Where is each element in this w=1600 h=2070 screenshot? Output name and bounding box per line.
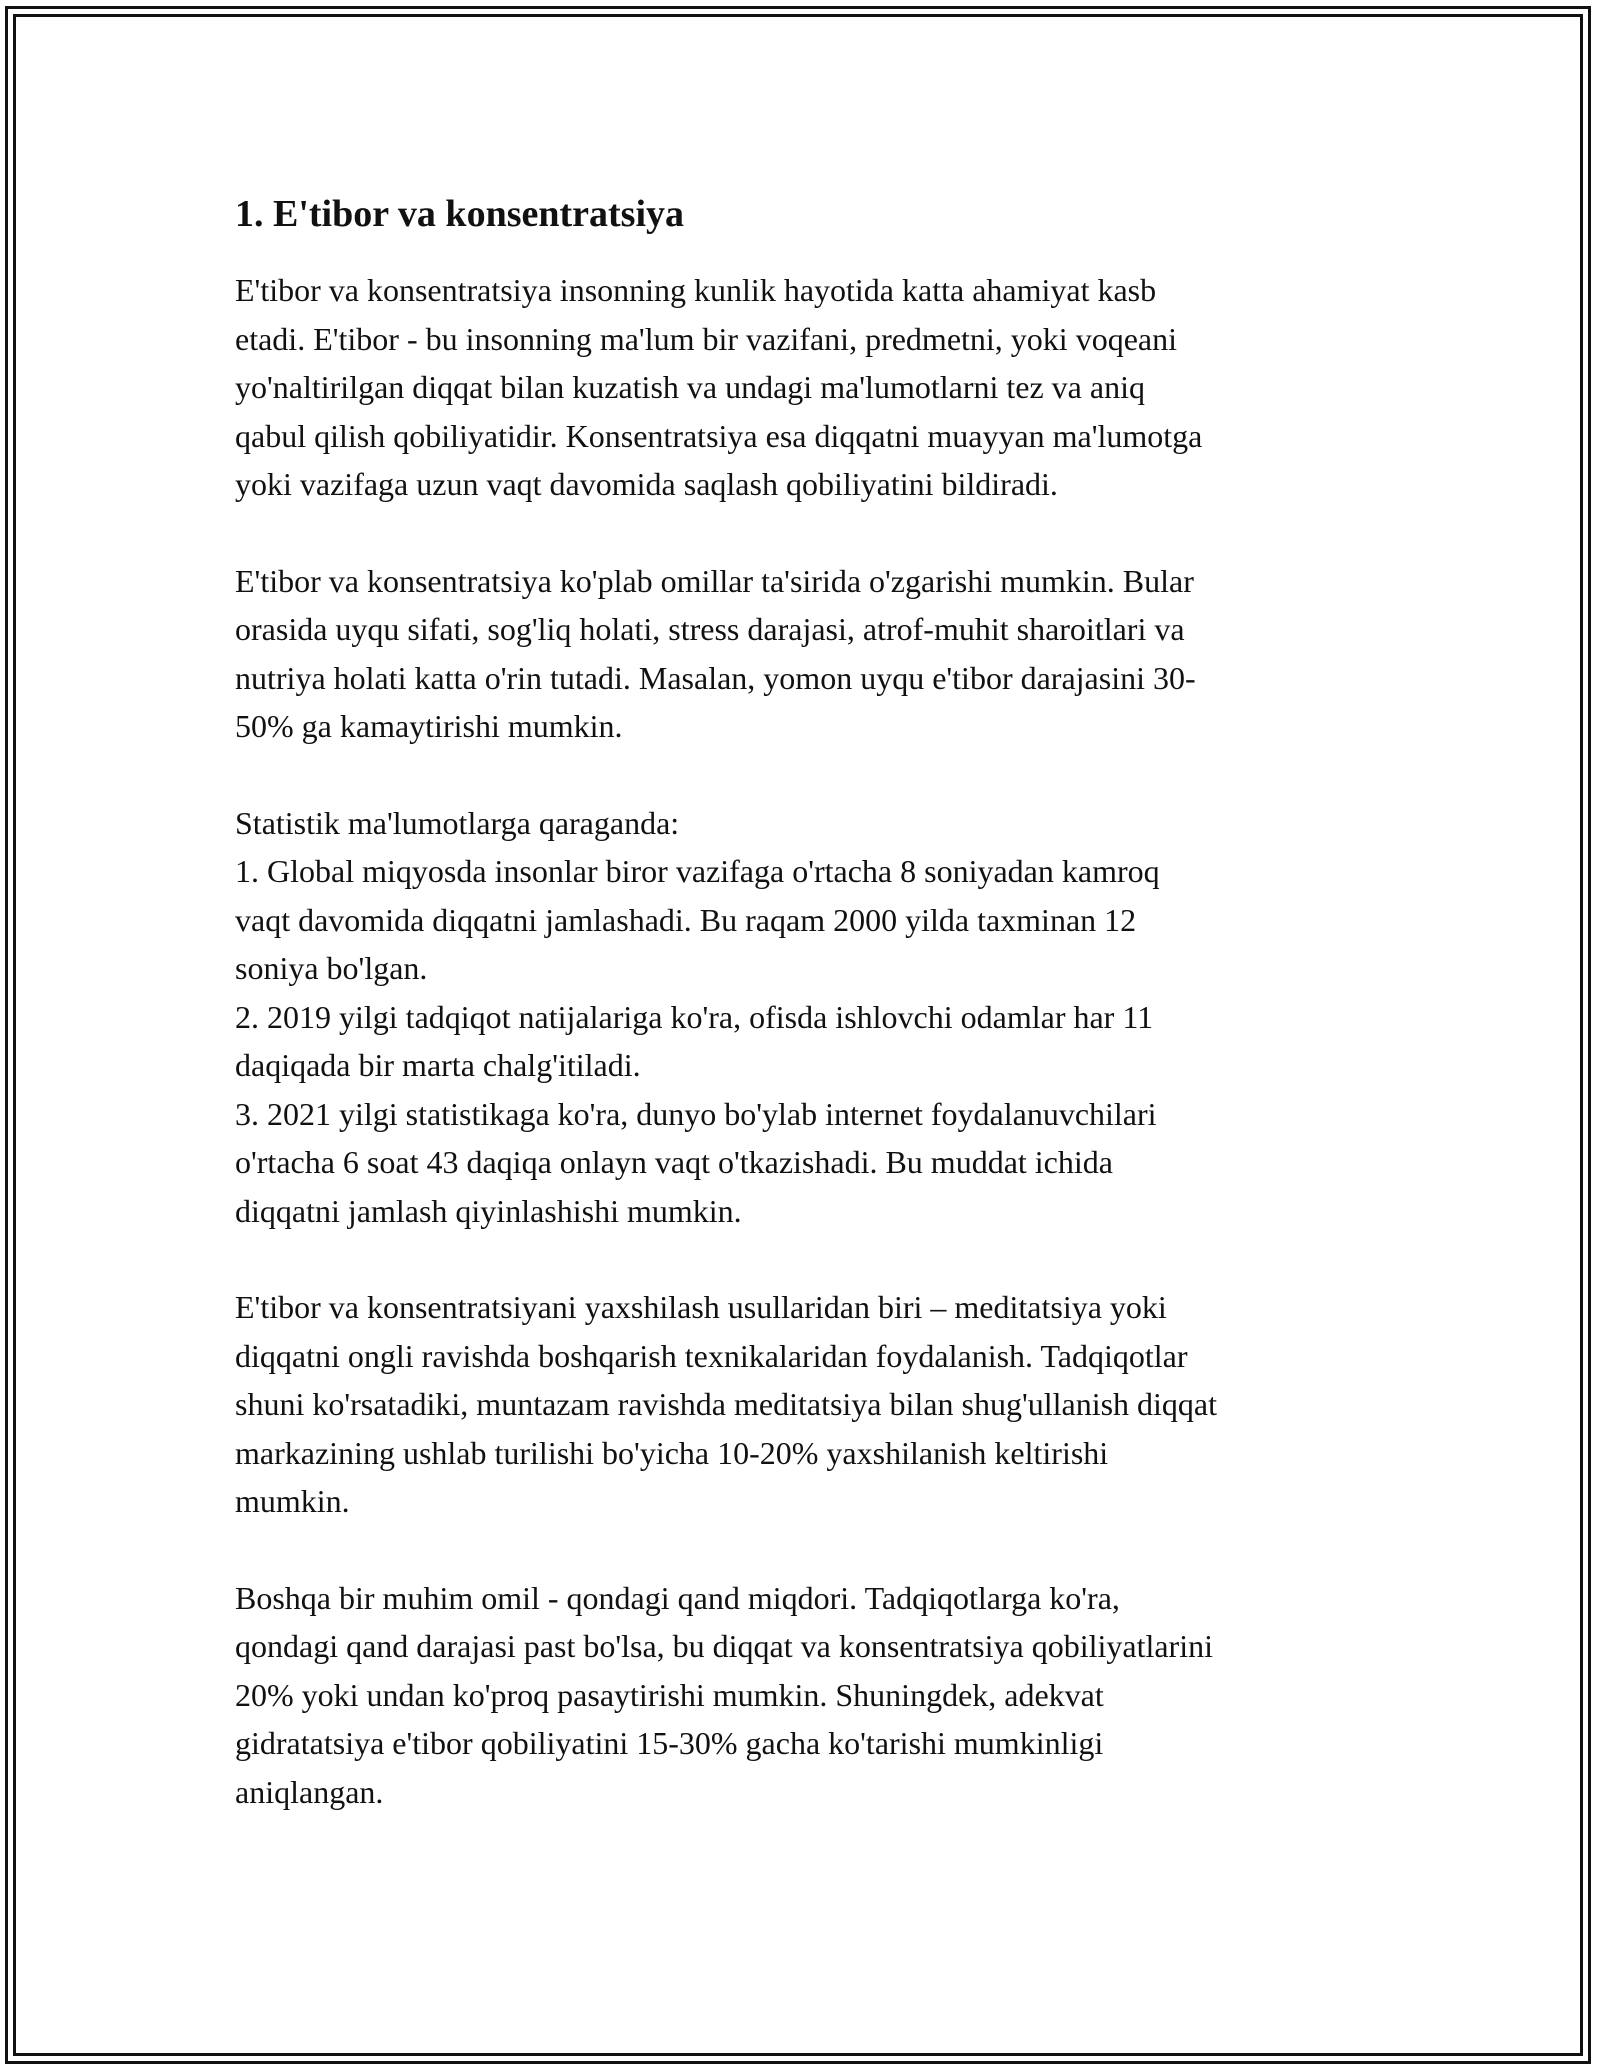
text-line: vaqt davomida diqqatni jamlashadi. Bu raqam 2000 yilda taxminan 12 — [235, 901, 1137, 938]
text-line: markazining ushlab turilishi bo'yicha 10-20% yaxshilanish keltirishi — [235, 1434, 1109, 1471]
list-item: 2. 2019 yilgi tadqiqot natijalariga ko'ra, ofisda ishlovchi odamlar har 11 — [235, 998, 1154, 1035]
text-line: 50% ga kamaytirishi mumkin. — [235, 708, 623, 744]
text-line: gidratatsiya e'tibor qobiliyatini 15-30% gacha ko'tarishi mumkinligi — [235, 1725, 1104, 1761]
text-line: Boshqa bir muhim omil - qondagi qand miqdori. Tadqiqotlarga ko'ra, — [235, 1579, 1120, 1616]
text-line: shuni ko'rsatadiki, muntazam ravishda meditatsiya bilan shug'ullanish diqqat — [235, 1386, 1218, 1422]
text-line: Statistik ma'lumotlarga qaraganda: — [235, 804, 680, 841]
text-line: daqiqada bir marta chalg'itiladi. — [235, 1047, 641, 1083]
text-line: orasida uyqu sifati, sog'liq holati, stress darajasi, atrof-muhit sharoitlari va — [235, 611, 1185, 647]
paragraph-meditation — [235, 1283, 1375, 1526]
text-line: yoki vazifaga uzun vaqt davomida saqlash qobiliyatini bildiradi. — [235, 466, 1058, 502]
text-line: diqqatni jamlash qiyinlashishi mumkin. — [235, 1192, 742, 1229]
text-line: E'tibor va konsentratsiya insonning kunlik hayotida katta ahamiyat kasb — [235, 272, 1157, 308]
text-line: aniqlangan. — [235, 1773, 384, 1810]
text-line: qabul qilish qobiliyatidir. Konsentratsiya esa diqqatni muayyan ma'lumotga — [235, 417, 1203, 454]
text-line: soniya bo'lgan. — [235, 950, 428, 986]
text-line: diqqatni ongli ravishda boshqarish texnikalaridan foydalanish. Tadqiqotlar — [235, 1337, 1188, 1374]
text-line: o'rtacha 6 soat 43 daqiqa onlayn vaqt o'tkazishadi. Bu muddat ichida — [235, 1144, 1113, 1180]
text-line: etadi. E'tibor - bu insonning ma'lum bir vazifani, predmetni, yoki voqeani — [235, 320, 1177, 357]
list-item: 3. 2021 yilgi statistikaga ko'ra, dunyo bo'ylab internet foydalanuvchilari — [235, 1095, 1157, 1132]
paragraph-intro — [235, 266, 1375, 509]
paragraph-statistics — [235, 799, 1375, 1236]
text-line: nutriya holati katta o'rin tutadi. Masalan, yomon uyqu e'tibor darajasini 30- — [235, 659, 1196, 696]
list-item: 1. Global miqyosda insonlar biror vazifaga o'rtacha 8 soniyadan kamroq — [235, 853, 1160, 889]
document-body — [235, 186, 1375, 1864]
text-line: yo'naltirilgan diqqat bilan kuzatish va undagi ma'lumotlarni tez va aniq — [235, 369, 1145, 405]
section-heading: 1. E'tibor va konsentratsiya — [235, 193, 685, 235]
paragraph-factors — [235, 557, 1375, 751]
text-line: 20% yoki undan ko'proq pasaytirishi mumkin. Shuningdek, adekvat — [235, 1676, 1104, 1713]
text-line: qondagi qand darajasi past bo'lsa, bu diqqat va konsentratsiya qobiliyatlarini — [235, 1628, 1213, 1664]
text-line: E'tibor va konsentratsiya ko'plab omillar ta'sirida o'zgarishi mumkin. Bular — [235, 562, 1194, 599]
paragraph-blood-sugar — [235, 1574, 1375, 1817]
text-line: mumkin. — [235, 1483, 350, 1519]
text-line: E'tibor va konsentratsiyani yaxshilash usullaridan biri – meditatsiya yoki — [235, 1289, 1167, 1325]
